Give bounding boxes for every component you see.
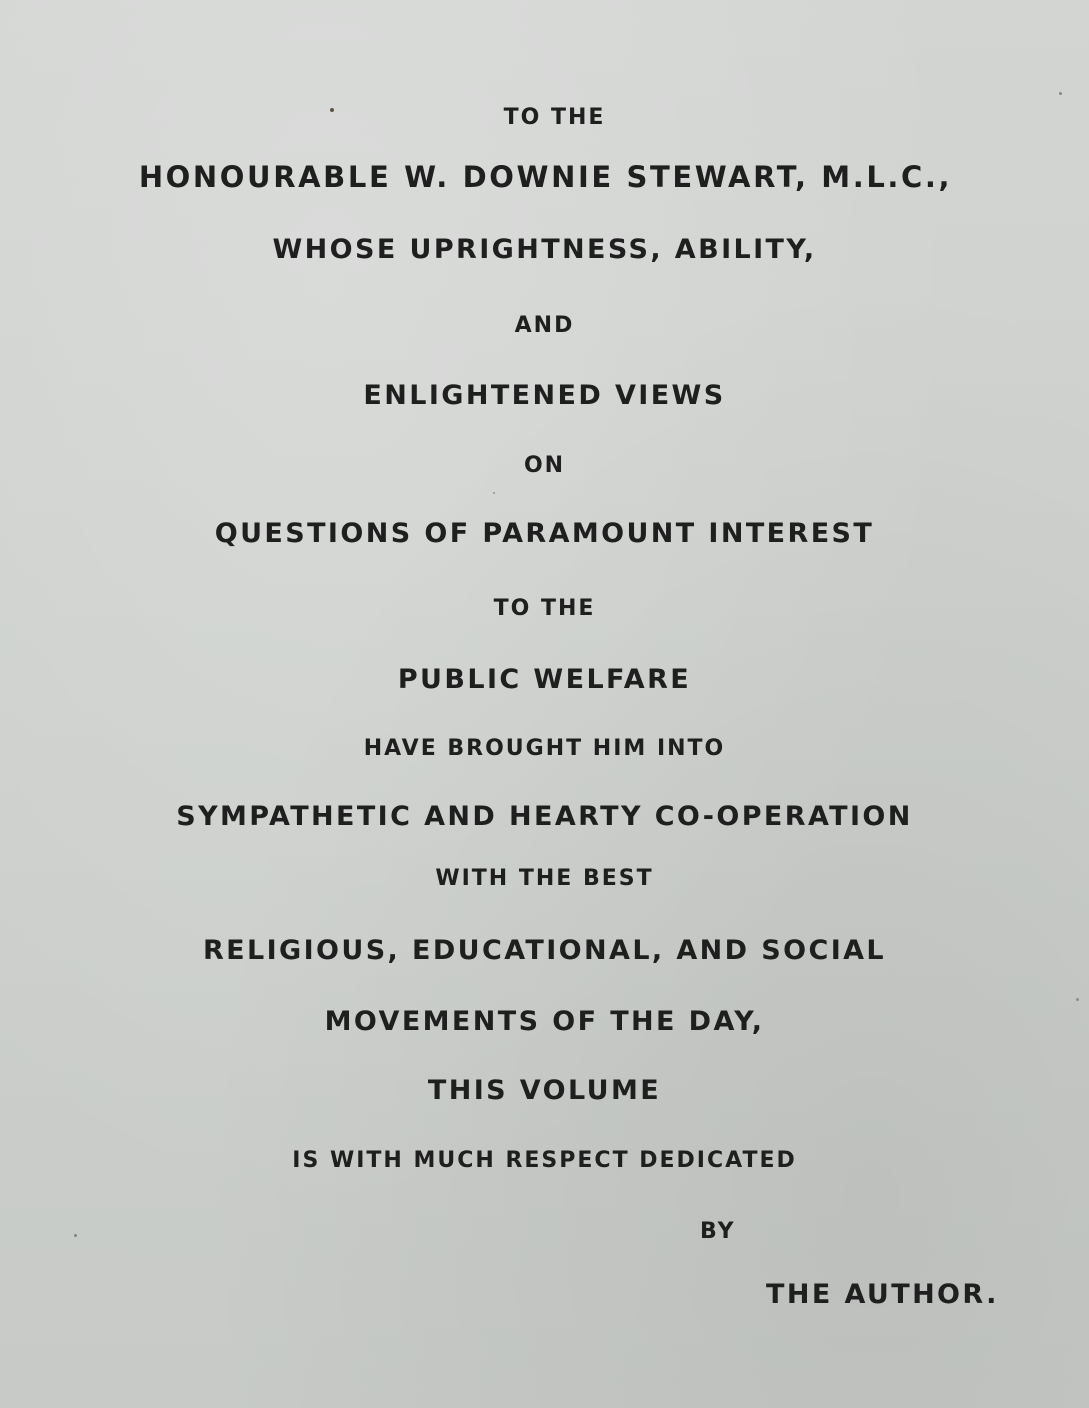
paper-speck — [74, 1234, 77, 1237]
dedication-line-1: TO THE — [503, 105, 606, 130]
dedication-line-7: QUESTIONS OF PARAMOUNT INTEREST — [214, 518, 875, 549]
dedication-line-9: PUBLIC WELFARE — [397, 664, 692, 695]
by-label: BY — [700, 1219, 736, 1244]
dedication-line-5: ENLIGHTENED VIEWS — [363, 380, 726, 411]
dedication-line-13: RELIGIOUS, EDUCATIONAL, AND SOCIAL — [202, 935, 887, 966]
dedication-line-14: MOVEMENTS OF THE DAY, — [324, 1006, 765, 1037]
dedication-line-6: ON — [523, 453, 566, 478]
dedication-line-16: IS WITH MUCH RESPECT DEDICATED — [292, 1148, 797, 1173]
paper-speck — [330, 108, 334, 112]
dedication-line-15: THIS VOLUME — [427, 1075, 662, 1106]
dedication-line-10: HAVE BROUGHT HIM INTO — [363, 736, 726, 761]
paper-speck — [1059, 92, 1062, 95]
dedication-line-4: AND — [514, 313, 575, 338]
paper-speck — [1076, 998, 1079, 1001]
dedication-line-8: TO THE — [493, 596, 596, 621]
dedication-line-12: WITH THE BEST — [435, 866, 654, 891]
dedication-line-honouree: HONOURABLE W. DOWNIE STEWART, M.L.C., — [138, 160, 953, 194]
dedication-line-11: SYMPATHETIC AND HEARTY CO-OPERATION — [176, 801, 913, 832]
author-signature: THE AUTHOR. — [766, 1279, 999, 1310]
paper-speck — [493, 492, 495, 494]
dedication-line-3: WHOSE UPRIGHTNESS, ABILITY, — [272, 234, 817, 265]
